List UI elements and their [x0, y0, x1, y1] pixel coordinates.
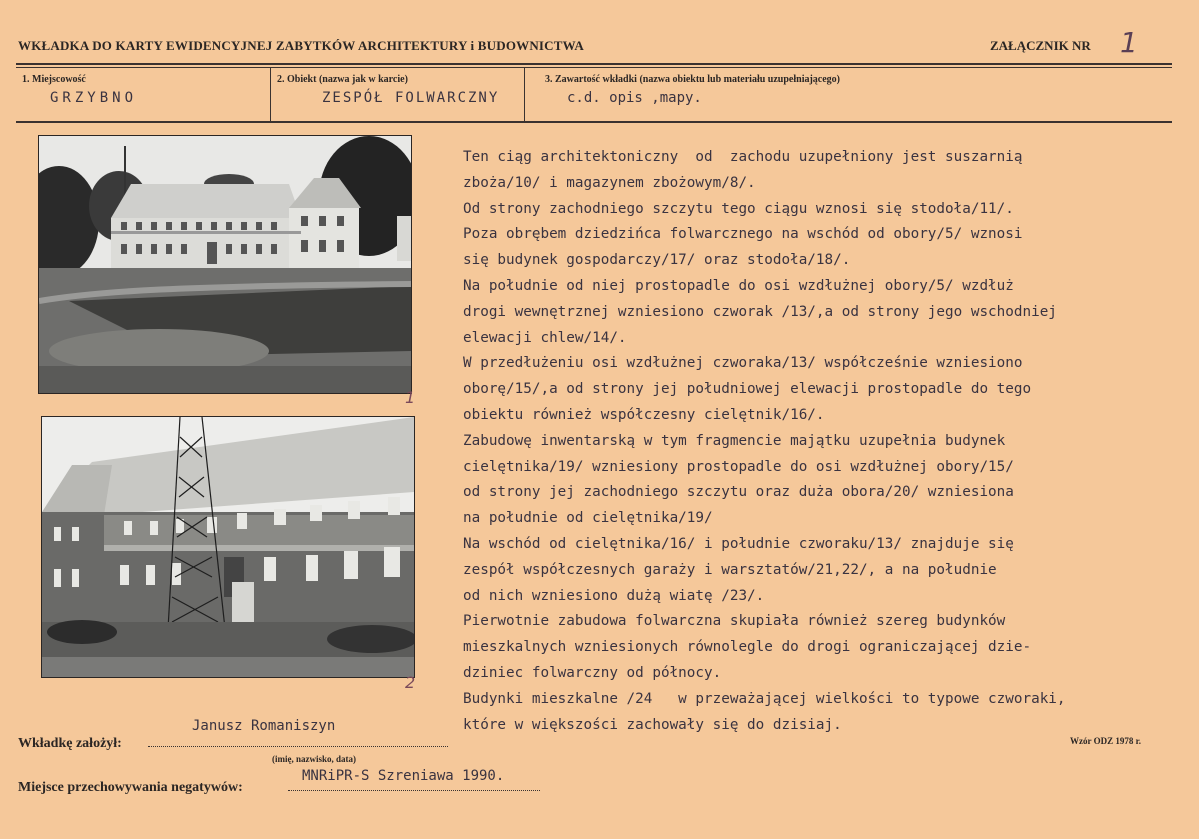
description-line: się budynek gospodarczy/17/ oraz stodoła/18/.	[463, 252, 851, 269]
negatives-label: Miejsce przechowywania negatywów:	[18, 780, 243, 795]
description-line: obiektu również współczesny cielętnik/16/.	[463, 406, 825, 423]
description-text	[463, 145, 1183, 738]
description-line: od strony jej zachodniego szczytu oraz duża obora/20/ wzniesiona	[463, 484, 1014, 501]
description-line: mieszkalnych wzniesionych równolegle do drogi ograniczającej dzie-	[463, 639, 1032, 656]
description-line: dziniec folwarczny od północy.	[463, 664, 722, 681]
annex-number: 1	[1120, 26, 1138, 59]
manor-house-illustration	[39, 136, 411, 393]
negatives-dotted-line	[288, 790, 540, 791]
object-value: ZESPÓŁ FOLWARCZNY	[322, 90, 500, 106]
locality-label: 1. Miejscowość	[22, 74, 86, 85]
description-line: które w większości zachowały się do dzisiaj.	[463, 716, 842, 733]
author-hint: (imię, nazwisko, data)	[272, 754, 356, 764]
description-line: od nich wzniesiono dużą wiatę /23/.	[463, 587, 765, 604]
description-line: W przedłużeniu osi wzdłużnej czworaka/13/ współcześnie wzniesiono	[463, 355, 1023, 372]
description-line: drogi wewnętrznej wzniesiono czworak /13/,a od strony jego wschodniej	[463, 303, 1057, 320]
description-line: na południe od cielętnika/19/	[463, 510, 713, 527]
author-label: Wkładkę założył:	[18, 736, 122, 751]
field-divider-1	[270, 68, 271, 122]
photo-manor-house	[38, 135, 412, 394]
description-line: Od strony zachodniego szczytu tego ciągu wznosi się stodoła/11/.	[463, 200, 1014, 217]
author-dotted-line	[148, 746, 448, 747]
description-line: elewacji chlew/14/.	[463, 329, 627, 346]
photo-number-1: 1	[405, 388, 416, 407]
description-line: Na południe od niej prostopadle do osi wzdłużnej obory/5/ wzdłuż	[463, 277, 1014, 294]
building-mast-illustration	[42, 417, 414, 677]
contents-label: 3. Zawartość wkładki (nazwa obiektu lub materiału uzupełniającego)	[545, 74, 841, 85]
annex-label: ZAŁĄCZNIK NR	[990, 38, 1091, 53]
description-line: cielętnika/19/ wzniesiony prostopadle do osi wzdłużnej obory/15/	[463, 458, 1014, 475]
photo-number-2: 2	[405, 673, 416, 692]
photo-building-mast	[41, 416, 415, 678]
description-line: Ten ciąg architektoniczny od zachodu uzupełniony jest suszarnią	[463, 149, 1023, 165]
description-line: Zabudowę inwentarską w tym fragmencie majątku uzupełnia budynek	[463, 432, 1006, 449]
description-line: Pierwotnie zabudowa folwarczna skupiała również szereg budynków	[463, 613, 1006, 630]
card-title: WKŁADKA DO KARTY EWIDENCYJNEJ ZABYTKÓW ARCHITEKTURY i BUDOWNICTWA	[18, 38, 584, 53]
author-value: Janusz Romaniszyn	[192, 718, 336, 734]
header-rule-bottom	[16, 67, 1172, 68]
field-divider-2	[524, 68, 525, 122]
description-line: zboża/10/ i magazynem zbożowym/8/.	[463, 174, 756, 191]
description-line: oborę/15/,a od strony jej południowej elewacji prostopadle do tego	[463, 381, 1032, 398]
header-rule-top	[16, 63, 1172, 65]
description-line: Poza obrębem dziedzińca folwarcznego na wschód od obory/5/ wznosi	[463, 226, 1023, 243]
description-line: zespół współczesnych garaży i warsztatów/21,22/, a na południe	[463, 561, 997, 578]
description-line: Na wschód od cielętnika/16/ i południe czworaku/13/ znajduje się	[463, 535, 1014, 552]
contents-value: c.d. opis ,mapy.	[567, 90, 702, 106]
description-line: Budynki mieszkalne /24 w przeważającej wielkości to typowe czworaki,	[463, 690, 1066, 707]
locality-value: GRZYBNO	[50, 90, 138, 106]
fields-rule-bottom	[16, 121, 1172, 123]
object-label: 2. Obiekt (nazwa jak w karcie)	[277, 74, 408, 85]
negatives-value: MNRiPR-S Szreniawa 1990.	[302, 768, 505, 784]
template-version: Wzór ODZ 1978 r.	[1070, 736, 1141, 746]
